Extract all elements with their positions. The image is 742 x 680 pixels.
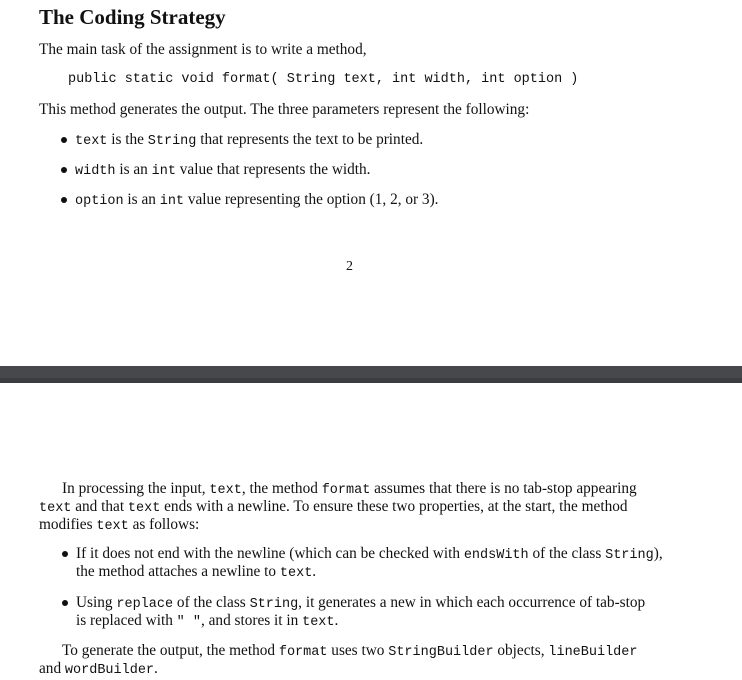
list-item-replace-line-1: Using replace of the class String, it generates a new in which each occurrence of tab-stop bbox=[76, 594, 646, 612]
bullet-icon bbox=[61, 197, 67, 203]
output-paragraph-line-2: and wordBuilder. bbox=[39, 660, 158, 678]
processing-paragraph-line-3: modifies text as follows: bbox=[39, 516, 200, 534]
page-separator bbox=[0, 366, 742, 383]
bullet-icon bbox=[62, 600, 68, 606]
list-item-replace-line-2: is replaced with " ", and stores it in text. bbox=[76, 612, 339, 630]
list-item-newline-line-1: If it does not end with the newline (which can be checked with endsWith of the class String), bbox=[76, 545, 663, 563]
list-item-newline-line-2: the method attaches a newline to text. bbox=[76, 563, 317, 581]
list-item: option is an int value representing the option (1, 2, or 3). bbox=[75, 191, 439, 209]
page-number: 2 bbox=[346, 259, 353, 274]
bullet-icon bbox=[61, 137, 67, 143]
method-signature: public static void format( String text, int width, int option ) bbox=[68, 72, 579, 87]
bullet-icon bbox=[61, 167, 67, 173]
intro-paragraph: The main task of the assignment is to write a method, bbox=[39, 41, 367, 58]
lead-paragraph: This method generates the output. The three parameters represent the following: bbox=[39, 101, 530, 118]
list-item: text is the String that represents the text to be printed. bbox=[75, 131, 424, 149]
document-page-2 bbox=[0, 383, 742, 680]
processing-paragraph-line-1: In processing the input, text, the method format assumes that there is no tab-stop appearing bbox=[62, 480, 637, 498]
bullet-icon bbox=[62, 551, 68, 557]
list-item: width is an int value that represents the width. bbox=[75, 161, 371, 179]
section-title: The Coding Strategy bbox=[39, 5, 226, 29]
output-paragraph-line-1: To generate the output, the method format uses two StringBuilder objects, lineBuilder bbox=[62, 642, 638, 660]
processing-paragraph-line-2: text and that text ends with a newline. To ensure these two properties, at the start, the method bbox=[39, 498, 628, 516]
